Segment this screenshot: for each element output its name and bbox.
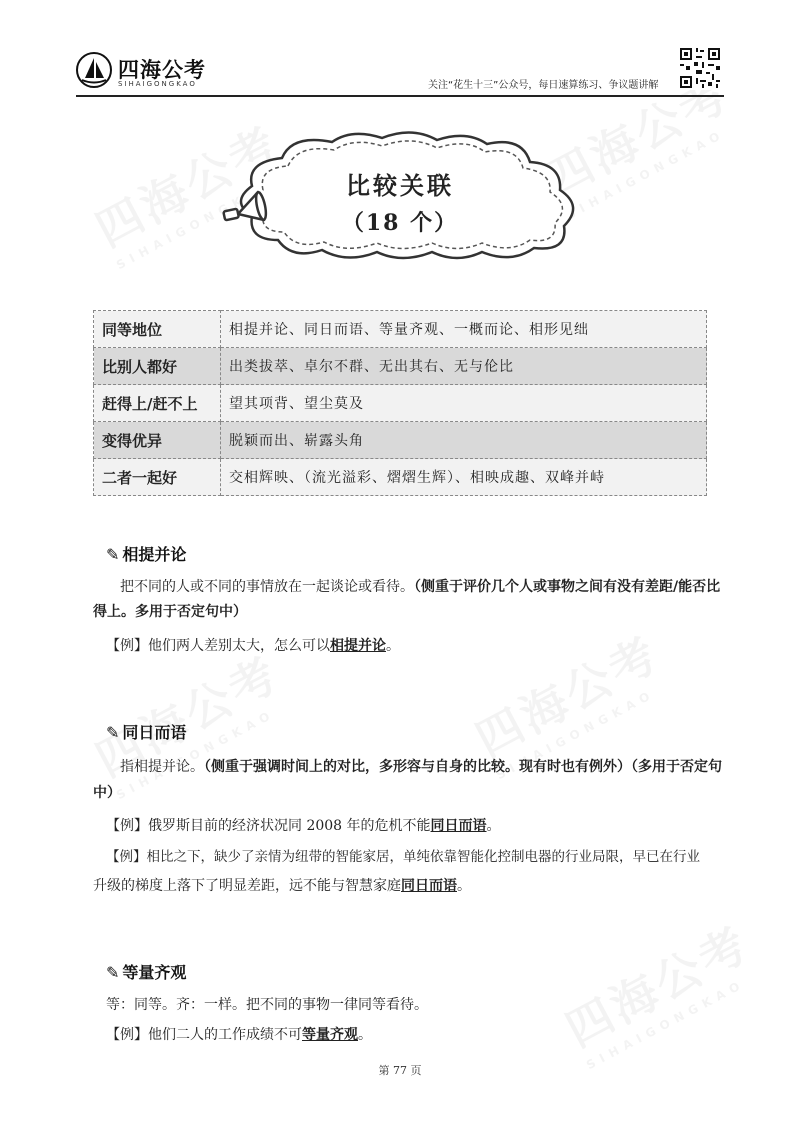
- category-cell: 同等地位: [94, 311, 221, 348]
- entry-heading: ✎ 同日而语: [106, 723, 187, 742]
- pencil-icon: ✎: [106, 963, 120, 982]
- table-row: [94, 422, 707, 459]
- idioms-cell: 交相辉映、（流光溢彩、熠熠生辉）、相映成趣、双峰并峙: [221, 459, 707, 496]
- brand-subtitle: SIHAIGONGKAO: [118, 80, 197, 88]
- page-subtitle-count: （18 个）: [341, 210, 459, 236]
- brand-name: 四海公考: [118, 58, 206, 82]
- page-number: 第 77 页: [378, 1064, 422, 1077]
- entry-note: 得上。多用于否定句中）: [93, 604, 247, 620]
- pencil-icon: ✎: [106, 545, 120, 564]
- category-cell: 比别人都好: [94, 348, 221, 385]
- idioms-cell: 出类拔萃、卓尔不群、无出其右、无与伦比: [221, 348, 707, 385]
- entry-note: 中）: [93, 785, 121, 801]
- qr-code-icon: [678, 46, 722, 90]
- watermark: [553, 908, 767, 1073]
- entry-definition: 指相提并论。（侧重于强调时间上的对比，多形容与自身的比较。现有时也有例外）（多用于否定句: [120, 759, 722, 775]
- entry-example-continued: 升级的梯度上落下了明显差距，远不能与智慧家庭同日而语。: [93, 878, 471, 894]
- idiom-category-table: [93, 310, 707, 496]
- entry-example: 【例】俄罗斯目前的经济状况同 2008 年的危机不能同日而语。: [106, 818, 501, 834]
- category-cell: 赶得上/赶不上: [94, 385, 221, 422]
- header-slogan: 关注“花生十三”公众号，每日速算练习、争议题讲解: [428, 80, 659, 91]
- category-cell: 变得优异: [94, 422, 221, 459]
- idioms-cell: 相提并论、同日而语、等量齐观、一概而论、相形见绌: [221, 311, 707, 348]
- table-row: [94, 385, 707, 422]
- entry-definition: 把不同的人或不同的事情放在一起谈论或看待。（侧重于评价几个人或事物之间有没有差距/能否比: [120, 579, 721, 595]
- idioms-cell: 脱颖而出、崭露头角: [221, 422, 707, 459]
- page-header: [0, 0, 800, 100]
- table-row: [94, 348, 707, 385]
- table-row: [94, 459, 707, 496]
- idioms-cell: 望其项背、望尘莫及: [221, 385, 707, 422]
- header-divider: [76, 95, 724, 97]
- pencil-icon: ✎: [106, 723, 120, 742]
- category-cell: 二者一起好: [94, 459, 221, 496]
- page-title: 比较关联: [346, 171, 454, 200]
- entry-definition: 等：同等。齐：一样。把不同的事物一律同等看待。: [106, 997, 428, 1013]
- entry-example: 【例】相比之下，缺少了亲情为纽带的智能家居，单纯依靠智能化控制电器的行业局限，早已在行业: [106, 849, 700, 865]
- entry-heading: ✎ 相提并论: [106, 545, 187, 564]
- entry-example: 【例】他们二人的工作成绩不可等量齐观。: [106, 1027, 372, 1043]
- table-row: [94, 311, 707, 348]
- entry-heading: ✎ 等量齐观: [106, 963, 187, 982]
- sailboat-logo-icon: [76, 52, 112, 88]
- entry-example: 【例】他们两人差别太大，怎么可以相提并论。: [106, 638, 400, 654]
